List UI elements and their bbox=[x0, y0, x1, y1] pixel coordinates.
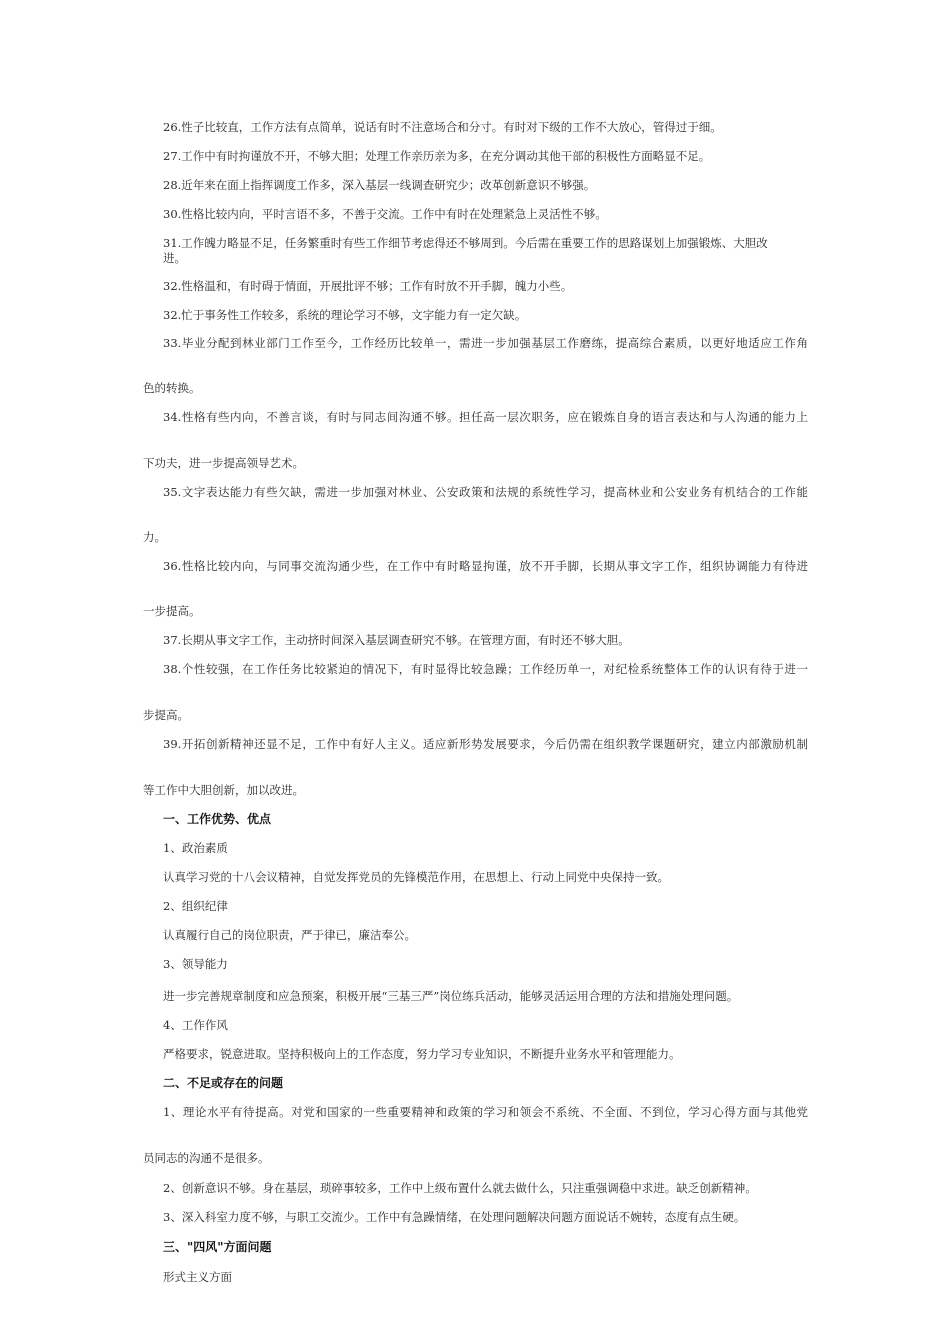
list-item: 28.近年来在面上指挥调度工作多，深入基层一线调查研究少；改革创新意识不够强。 bbox=[163, 178, 596, 192]
list-item: 31.工作魄力略显不足，任务繁重时有些工作细节考虑得还不够周到。今后需在重要工作的思路谋划上加强锻炼、大胆改 bbox=[163, 236, 768, 250]
list-item-continuation: 一步提高。 bbox=[143, 604, 201, 618]
subsection-title: 3、领导能力 bbox=[163, 957, 228, 971]
list-item: 27.工作中有时拘谨放不开，不够大胆；处理工作亲历亲为多，在充分调动其他干部的积极性方面略显不足。 bbox=[163, 149, 711, 163]
subsection-body: 认真学习党的十八会议精神，自觉发挥党员的先锋模范作用，在思想上、行动上同党中央保持一致。 bbox=[163, 870, 669, 884]
subsection-title: 4、工作作风 bbox=[163, 1018, 228, 1032]
list-item-continuation: 员同志的沟通不是很多。 bbox=[143, 1151, 270, 1165]
subsection-title: 1、政治素质 bbox=[163, 841, 228, 855]
subsection-body: 严格要求，锐意进取。坚持积极向上的工作态度，努力学习专业知识，不断提升业务水平和管理能力。 bbox=[163, 1047, 681, 1061]
subsection-body: 认真履行自己的岗位职责，严于律已，廉洁奉公。 bbox=[163, 928, 416, 942]
list-item: 3、深入科室力度不够，与职工交流少。工作中有急躁情绪，在处理问题解决问题方面说话不婉转，态度有点生硬。 bbox=[163, 1210, 746, 1224]
list-item: 37.长期从事文字工作，主动挤时间深入基层调查研究不够。在管理方面，有时还不够大胆。 bbox=[163, 633, 630, 647]
list-item: 35.文字表达能力有些欠缺，需进一步加强对林业、公安政策和法规的系统性学习，提高林业和公安业务有机结合的工作能 bbox=[163, 485, 808, 499]
subsection-body: 进一步完善规章制度和应急预案，积极开展“三基三严”岗位练兵活动，能够灵活运用合理的方法和措施处理问题。 bbox=[163, 989, 739, 1003]
list-item-continuation: 等工作中大胆创新，加以改进。 bbox=[143, 783, 304, 797]
list-item: 38.个性较强，在工作任务比较紧迫的情况下，有时显得比较急躁；工作经历单一，对纪检系统整体工作的认识有待于进一 bbox=[163, 662, 808, 676]
list-item: 26.性子比较直，工作方法有点简单，说话有时不注意场合和分寸。有时对下级的工作不大放心，管得过于细。 bbox=[163, 120, 722, 134]
section-heading: 三、"四风"方面问题 bbox=[163, 1240, 272, 1254]
list-item: 39.开拓创新精神还显不足，工作中有好人主义。适应新形势发展要求，今后仍需在组织教学课题研究，建立内部激励机制 bbox=[163, 737, 808, 751]
subsection-title: 2、组织纪律 bbox=[163, 899, 228, 913]
section-heading: 一、工作优势、优点 bbox=[163, 812, 272, 826]
list-item: 33.毕业分配到林业部门工作至今，工作经历比较单一，需进一步加强基层工作磨练，提高综合素质，以更好地适应工作角 bbox=[163, 336, 808, 350]
list-item: 34.性格有些内向，不善言谈，有时与同志间沟通不够。担任高一层次职务，应在锻炼自身的语言表达和与人沟通的能力上 bbox=[163, 410, 808, 424]
list-item: 30.性格比较内向，平时言语不多，不善于交流。工作中有时在处理紧急上灵活性不够。 bbox=[163, 207, 607, 221]
list-item-continuation: 下功夫，进一步提高领导艺术。 bbox=[143, 456, 304, 470]
section-heading: 二、不足或存在的问题 bbox=[163, 1076, 284, 1090]
list-item: 1、理论水平有待提高。对党和国家的一些重要精神和政策的学习和领会不系统、不全面、不到位，学习心得方面与其他党 bbox=[163, 1105, 808, 1119]
list-item-continuation: 色的转换。 bbox=[143, 381, 201, 395]
list-item: 32.忙于事务性工作较多，系统的理论学习不够，文字能力有一定欠缺。 bbox=[163, 308, 527, 322]
list-item-continuation: 进。 bbox=[163, 251, 186, 265]
list-item-continuation: 力。 bbox=[143, 530, 166, 544]
subsection-title: 形式主义方面 bbox=[163, 1270, 232, 1284]
list-item: 32.性格温和，有时碍于情面，开展批评不够；工作有时放不开手脚，魄力小些。 bbox=[163, 279, 573, 293]
list-item: 2、创新意识不够。身在基层，琐碎事较多，工作中上级布置什么就去做什么，只注重强调稳中求进。缺乏创新精神。 bbox=[163, 1181, 757, 1195]
list-item: 36.性格比较内向，与同事交流沟通少些，在工作中有时略显拘谨，放不开手脚，长期从事文字工作，组织协调能力有待进 bbox=[163, 559, 808, 573]
list-item-continuation: 步提高。 bbox=[143, 708, 189, 722]
